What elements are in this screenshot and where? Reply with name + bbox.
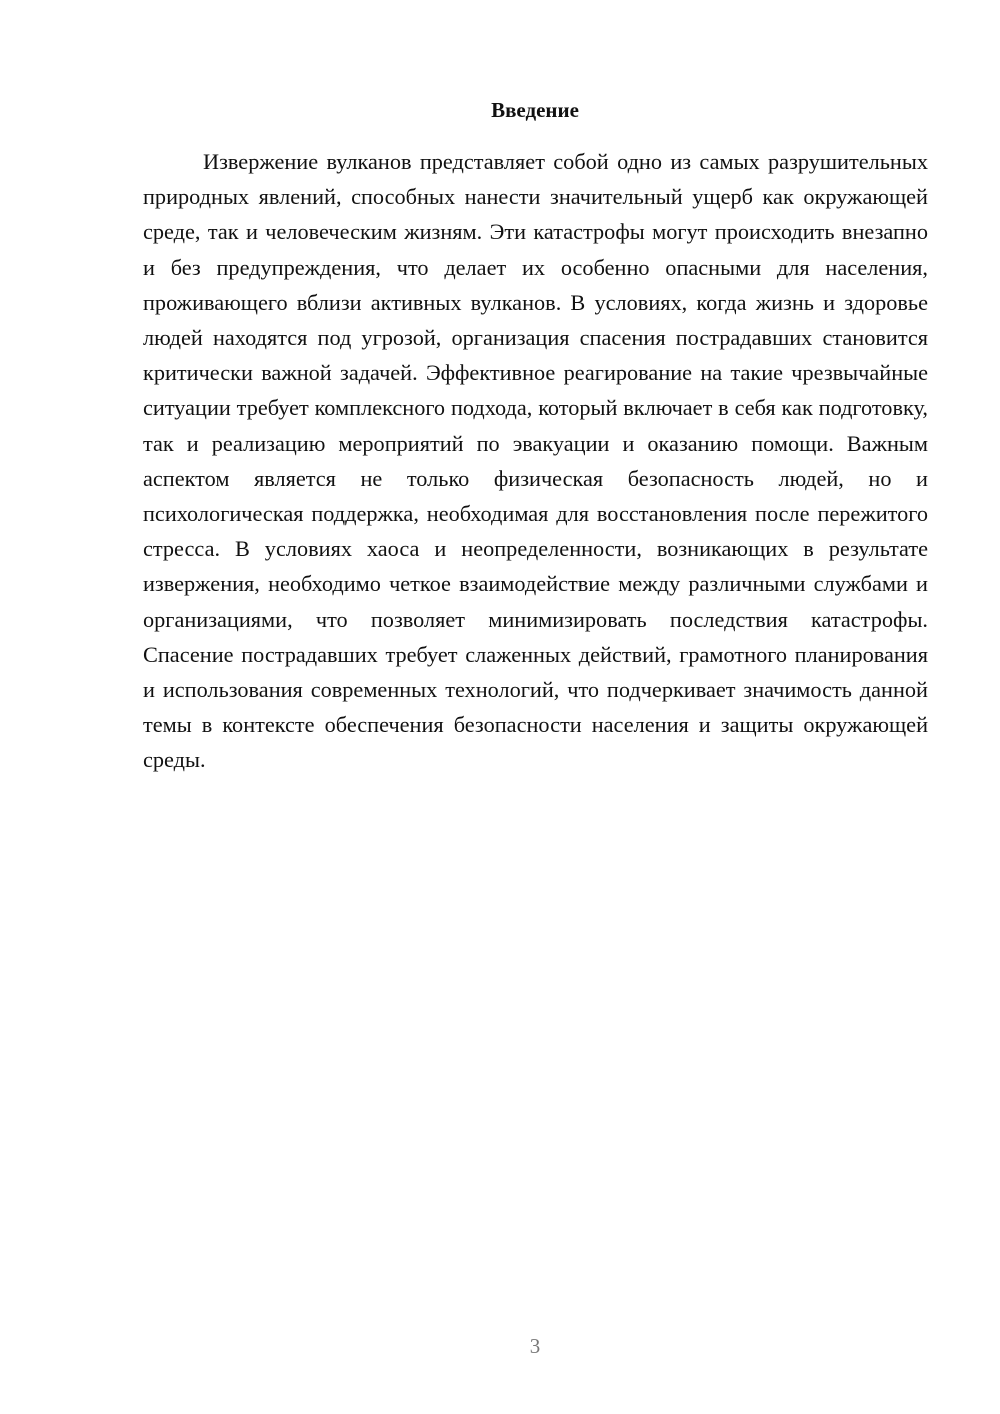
section-heading: Введение	[491, 98, 579, 122]
page-number: 3	[529, 1334, 541, 1358]
body-paragraph: Извержение вулканов представляет собой одно из самых разрушительных природных явлений, способных нанести значительный ущерб как окружающей среде, так и человеческим жизням. Эти катастрофы могут происходить внезапно и без предупреждения, что делает их особенно опасными для населения, проживающего вблизи активных вулканов. В условиях, когда жизнь и здоровье людей находятся под угрозой, организация спасения пострадавших становится критически важной задачей. Эффективное реагирование на такие чрезвычайные ситуации требует комплексного подхода, который включает в себя как подготовку, так и реализацию мероприятий по эвакуации и оказанию помощи. Важным аспектом является не только физическая безопасность людей, но и психологическая поддержка, необходимая для восстановления после пережитого стресса. В условиях хаоса и неопределенности, возникающих в результате извержения, необходимо четкое взаимодействие между различными службами и организациями, что позволяет минимизировать последствия катастрофы. Спасение пострадавших требует слаженных действий, грамотного планирования и использования современных технологий, что подчеркивает значимость данной темы в контексте обеспечения безопасности населения и защиты окружающей среды.	[143, 149, 928, 773]
